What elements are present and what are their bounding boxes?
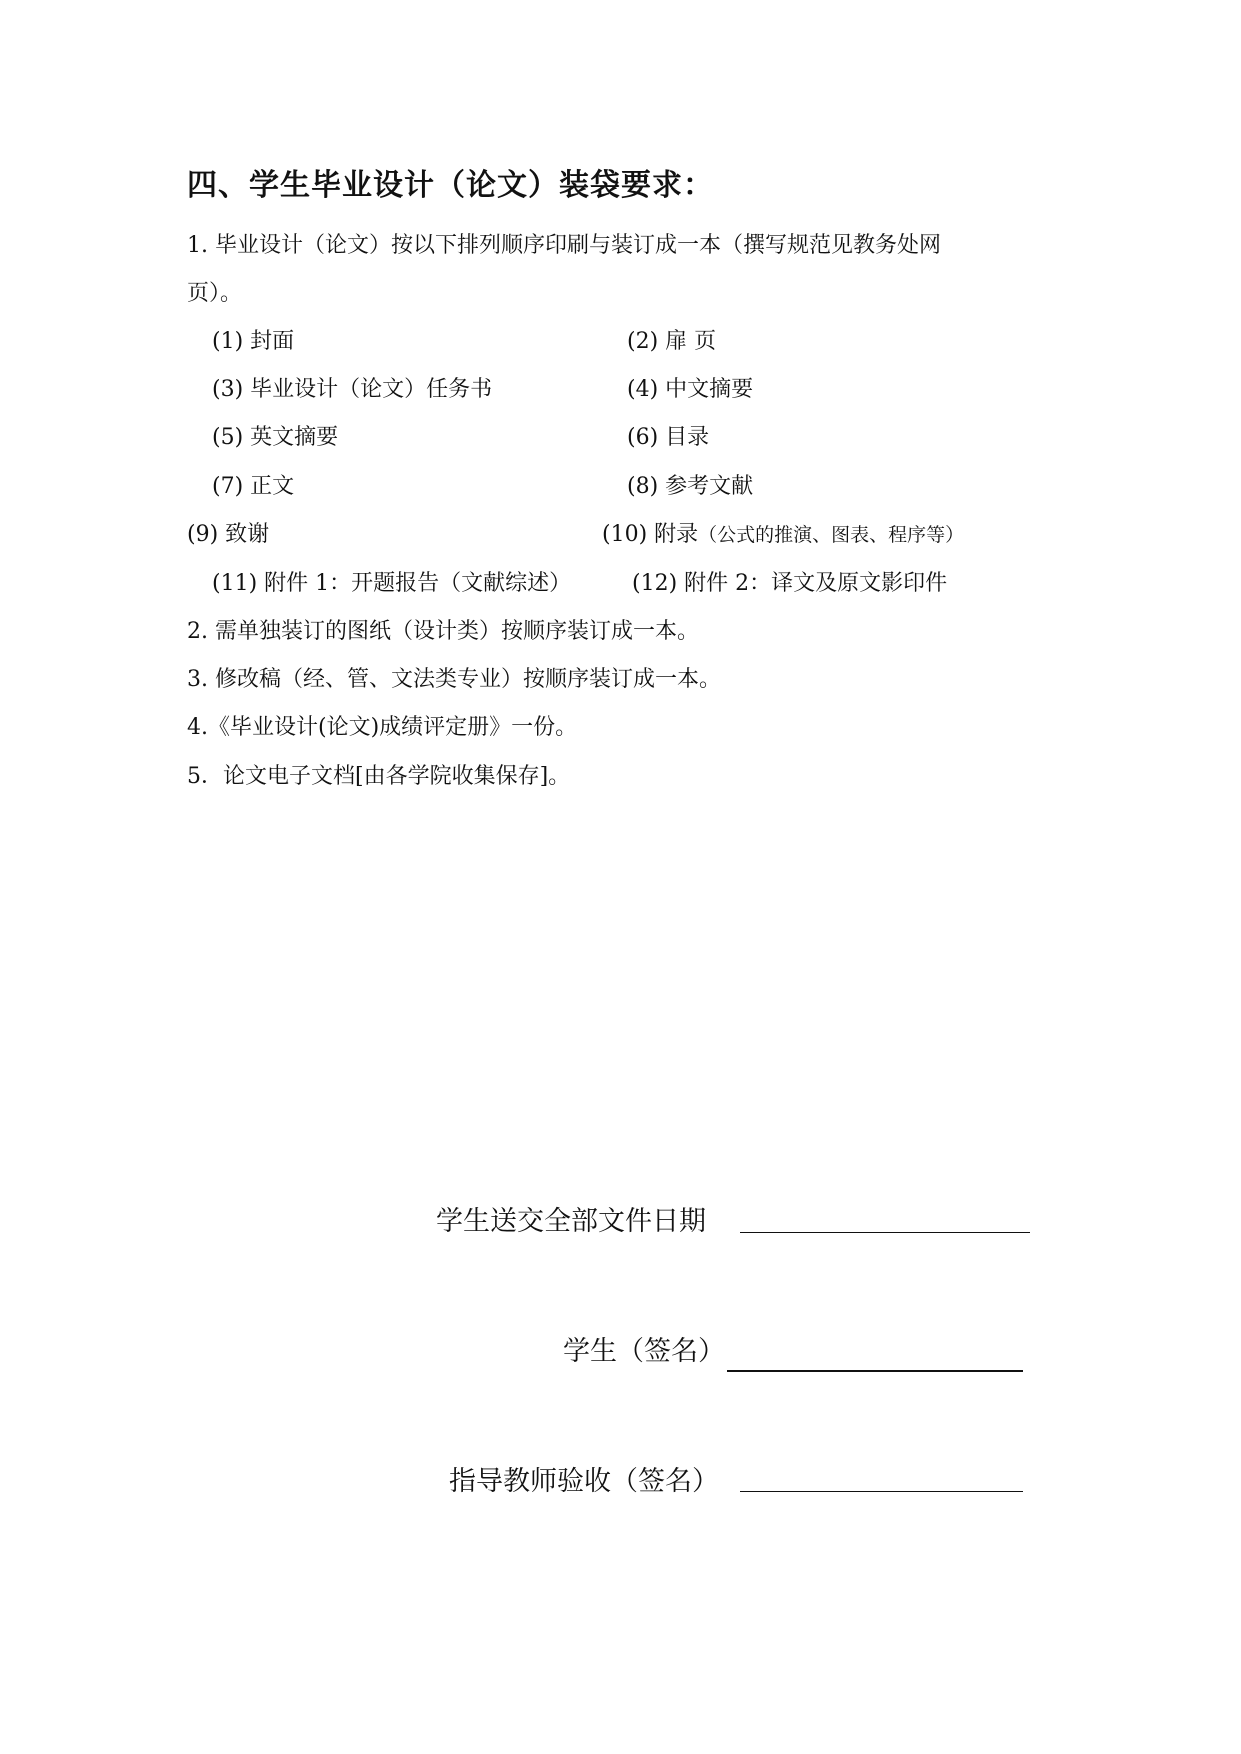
list-item-4: (4) 中文摘要 (627, 377, 754, 402)
paragraph-3: 3. 修改稿（经、管、文法类专业）按顺序装订成一本。 (187, 667, 721, 692)
list-item-7: (7) 正文 (212, 474, 295, 499)
list-item-10-label: (10) 附录 (602, 522, 699, 547)
paragraph-2: 2. 需单独装订的图纸（设计类）按顺序装订成一本。 (187, 619, 699, 644)
paragraph-5: 5．论文电子文档[由各学院收集保存]。 (187, 764, 571, 789)
list-item-12: (12) 附件 2：译文及原文影印件 (632, 571, 948, 596)
submission-date-label: 学生送交全部文件日期 (436, 1206, 706, 1237)
list-item-2: (2) 扉 页 (627, 329, 717, 354)
list-item-10 (602, 517, 964, 548)
list-item-5: (5) 英文摘要 (212, 425, 339, 450)
list-item-9: (9) 致谢 (187, 522, 270, 547)
submission-date-line (740, 1232, 1030, 1233)
paragraph-1-line-1: 1. 毕业设计（论文）按以下排列顺序印刷与装订成一本（撰写规范见教务处网 (187, 233, 941, 258)
list-item-1: (1) 封面 (212, 329, 295, 354)
list-item-8: (8) 参考文献 (627, 474, 754, 499)
list-item-10-note: （公式的推演、图表、程序等） (698, 524, 965, 546)
teacher-signature-line (740, 1491, 1023, 1492)
student-signature-line (727, 1370, 1023, 1372)
paragraph-1-line-2: 页）。 (187, 281, 243, 306)
section-heading: 四、学生毕业设计（论文）装袋要求： (187, 168, 714, 203)
teacher-signature-label: 指导教师验收（签名） (449, 1466, 719, 1497)
student-signature-label: 学生（签名） (563, 1336, 725, 1367)
paragraph-4: 4.《毕业设计(论文)成绩评定册》一份。 (187, 715, 578, 740)
list-item-11: (11) 附件 1：开题报告（文献综述） (212, 571, 572, 596)
list-item-6: (6) 目录 (627, 425, 710, 450)
list-item-3: (3) 毕业设计（论文）任务书 (212, 377, 493, 402)
